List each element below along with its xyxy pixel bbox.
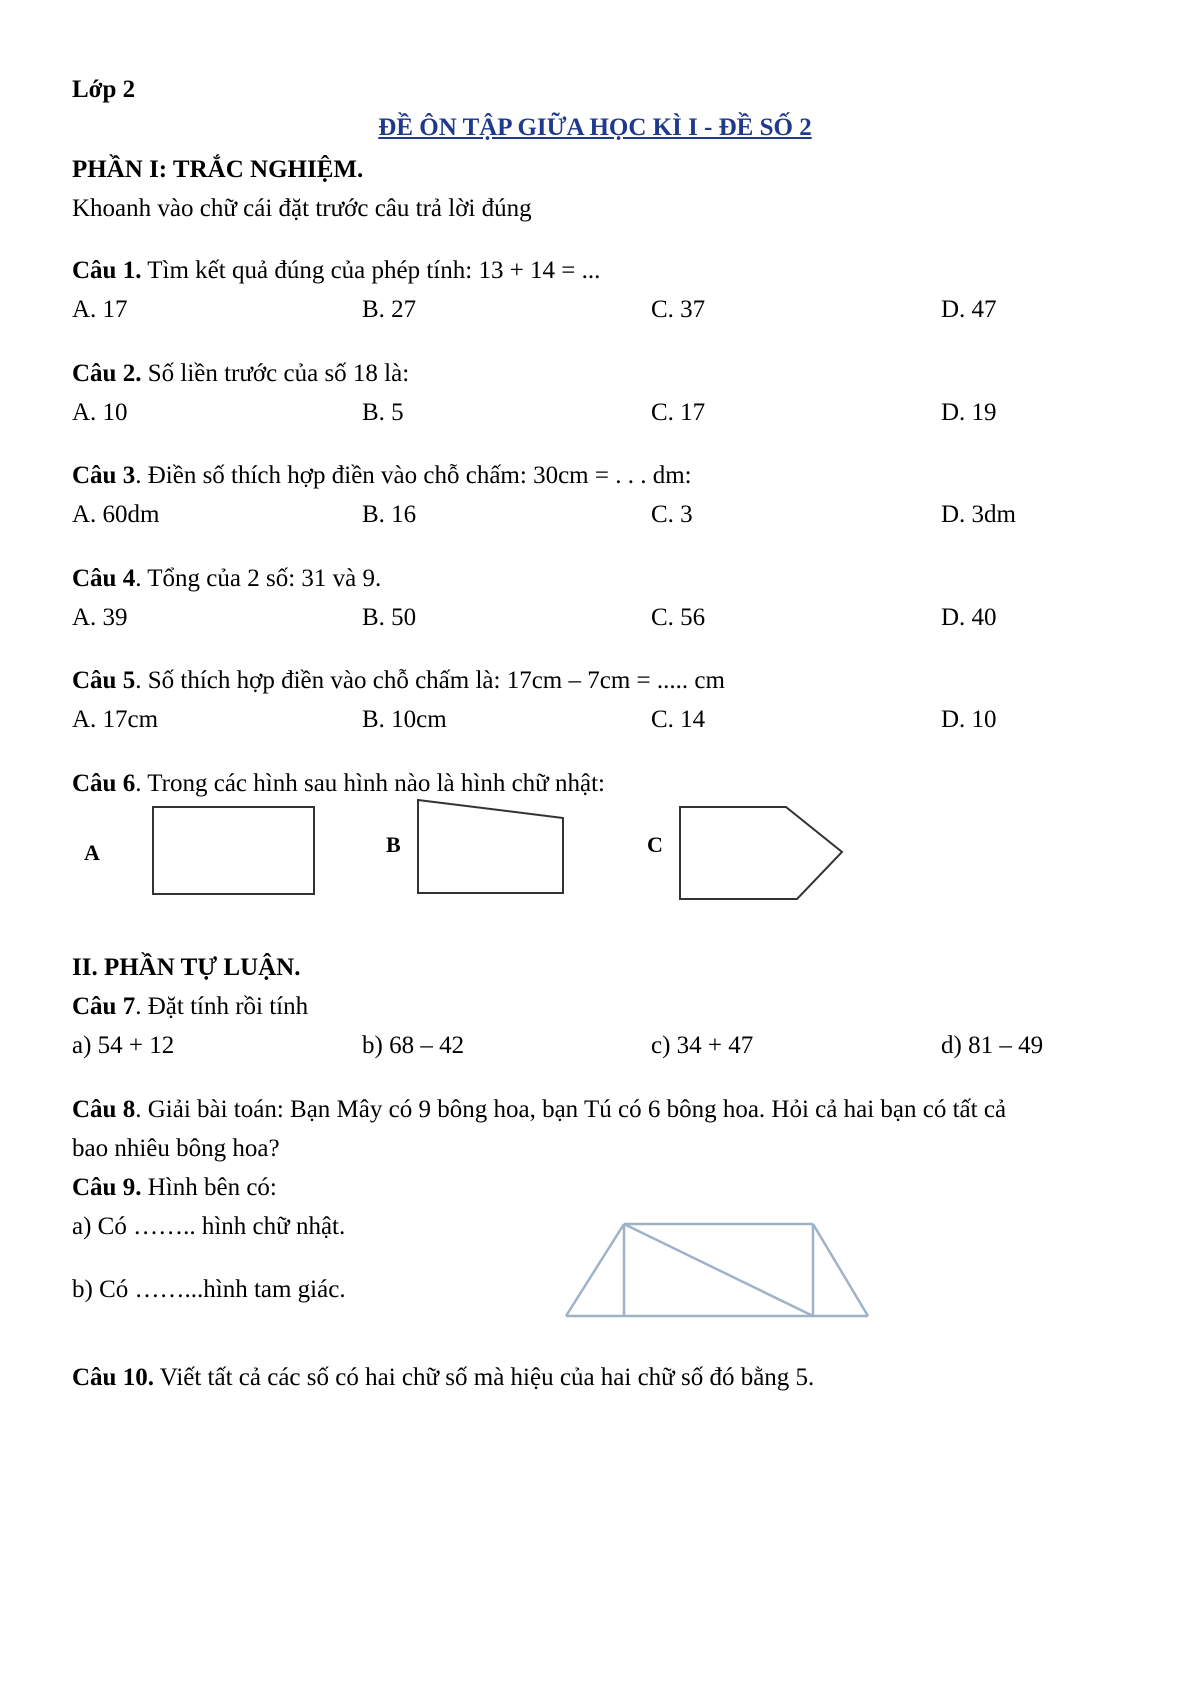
q2-option-b: B. 5 — [362, 399, 404, 426]
shape-label-c: C — [647, 832, 663, 857]
question-text: . Giải bài toán: Bạn Mây có 9 bông hoa, bạn Tú có 6 bông hoa. Hỏi cả hai bạn có tất cả — [135, 1096, 1007, 1123]
question-text: . Điền số thích hợp điền vào chỗ chấm: 30cm = . . . dm: — [135, 462, 692, 489]
question-text: Số liền trước của số 18 là: — [141, 360, 410, 387]
page-title: ĐỀ ÔN TẬP GIỮA HỌC KÌ I - ĐỀ SỐ 2 — [378, 114, 812, 141]
q5-option-d: D. 10 — [941, 706, 997, 733]
question-label: Câu 8 — [72, 1096, 136, 1123]
q1-option-a: A. 17 — [72, 296, 128, 323]
question-label: Câu 6 — [72, 770, 136, 797]
q3-option-b: B. 16 — [362, 501, 417, 528]
question-text: . Tổng của 2 số: 31 và 9. — [135, 565, 382, 592]
question-label: Câu 10. — [72, 1364, 154, 1391]
question-text: Viết tất cả các số có hai chữ số mà hiệu của hai chữ số đó bằng 5. — [153, 1364, 815, 1391]
question-label: Câu 4 — [72, 565, 136, 592]
question-text: Hình bên có: — [141, 1174, 277, 1201]
question-8-continued: bao nhiêu bông hoa? — [72, 1135, 280, 1162]
question-label: Câu 3 — [72, 462, 136, 489]
q2-option-c: C. 17 — [651, 399, 706, 426]
q5-option-c: C. 14 — [651, 706, 706, 733]
q1-option-c: C. 37 — [651, 296, 706, 323]
question-label: Câu 1. — [72, 257, 142, 284]
q2-option-a: A. 10 — [72, 399, 128, 426]
q7-item-d: d) 81 – 49 — [941, 1032, 1044, 1059]
question-label: Câu 2. — [72, 360, 142, 387]
part2-heading: II. PHẦN TỰ LUẬN. — [72, 954, 301, 981]
q3-option-a: A. 60dm — [72, 501, 160, 528]
question-text: Tìm kết quả đúng của phép tính: 13 + 14 = ... — [141, 257, 601, 284]
shape-label-b: B — [386, 832, 401, 857]
q9-item-a: a) Có …….. hình chữ nhật. — [72, 1213, 346, 1240]
q1-option-b: B. 27 — [362, 296, 417, 323]
question-text: . Số thích hợp điền vào chỗ chấm là: 17cm – 7cm = ..... cm — [135, 667, 725, 694]
q4-option-d: D. 40 — [941, 604, 997, 631]
shape-label-a: A — [84, 840, 100, 865]
q7-item-c: c) 34 + 47 — [651, 1032, 754, 1059]
question-10 — [72, 1365, 814, 1390]
question-text: . Đặt tính rồi tính — [135, 993, 309, 1020]
question-label: Câu 7 — [72, 993, 136, 1020]
q4-option-a: A. 39 — [72, 604, 128, 631]
q3-option-c: C. 3 — [651, 501, 693, 528]
question-text: . Trong các hình sau hình nào là hình chữ nhật: — [135, 770, 605, 797]
question-label: Câu 9. — [72, 1174, 142, 1201]
q2-option-d: D. 19 — [941, 399, 997, 426]
grade-label: Lớp 2 — [72, 76, 136, 103]
q7-item-b: b) 68 – 42 — [362, 1032, 465, 1059]
part1-heading: PHẦN I: TRẮC NGHIỆM. — [72, 156, 364, 183]
q9-item-b: b) Có ……...hình tam giác. — [72, 1276, 346, 1303]
q4-option-b: B. 50 — [362, 604, 417, 631]
q5-option-b: B. 10cm — [362, 706, 447, 733]
q5-option-a: A. 17cm — [72, 706, 159, 733]
question-label: Câu 5 — [72, 667, 136, 694]
part1-instruction: Khoanh vào chữ cái đặt trước câu trả lời đúng — [72, 195, 532, 222]
q1-option-d: D. 47 — [941, 296, 997, 323]
q3-option-d: D. 3dm — [941, 501, 1016, 528]
q7-item-a: a) 54 + 12 — [72, 1032, 175, 1059]
q4-option-c: C. 56 — [651, 604, 706, 631]
